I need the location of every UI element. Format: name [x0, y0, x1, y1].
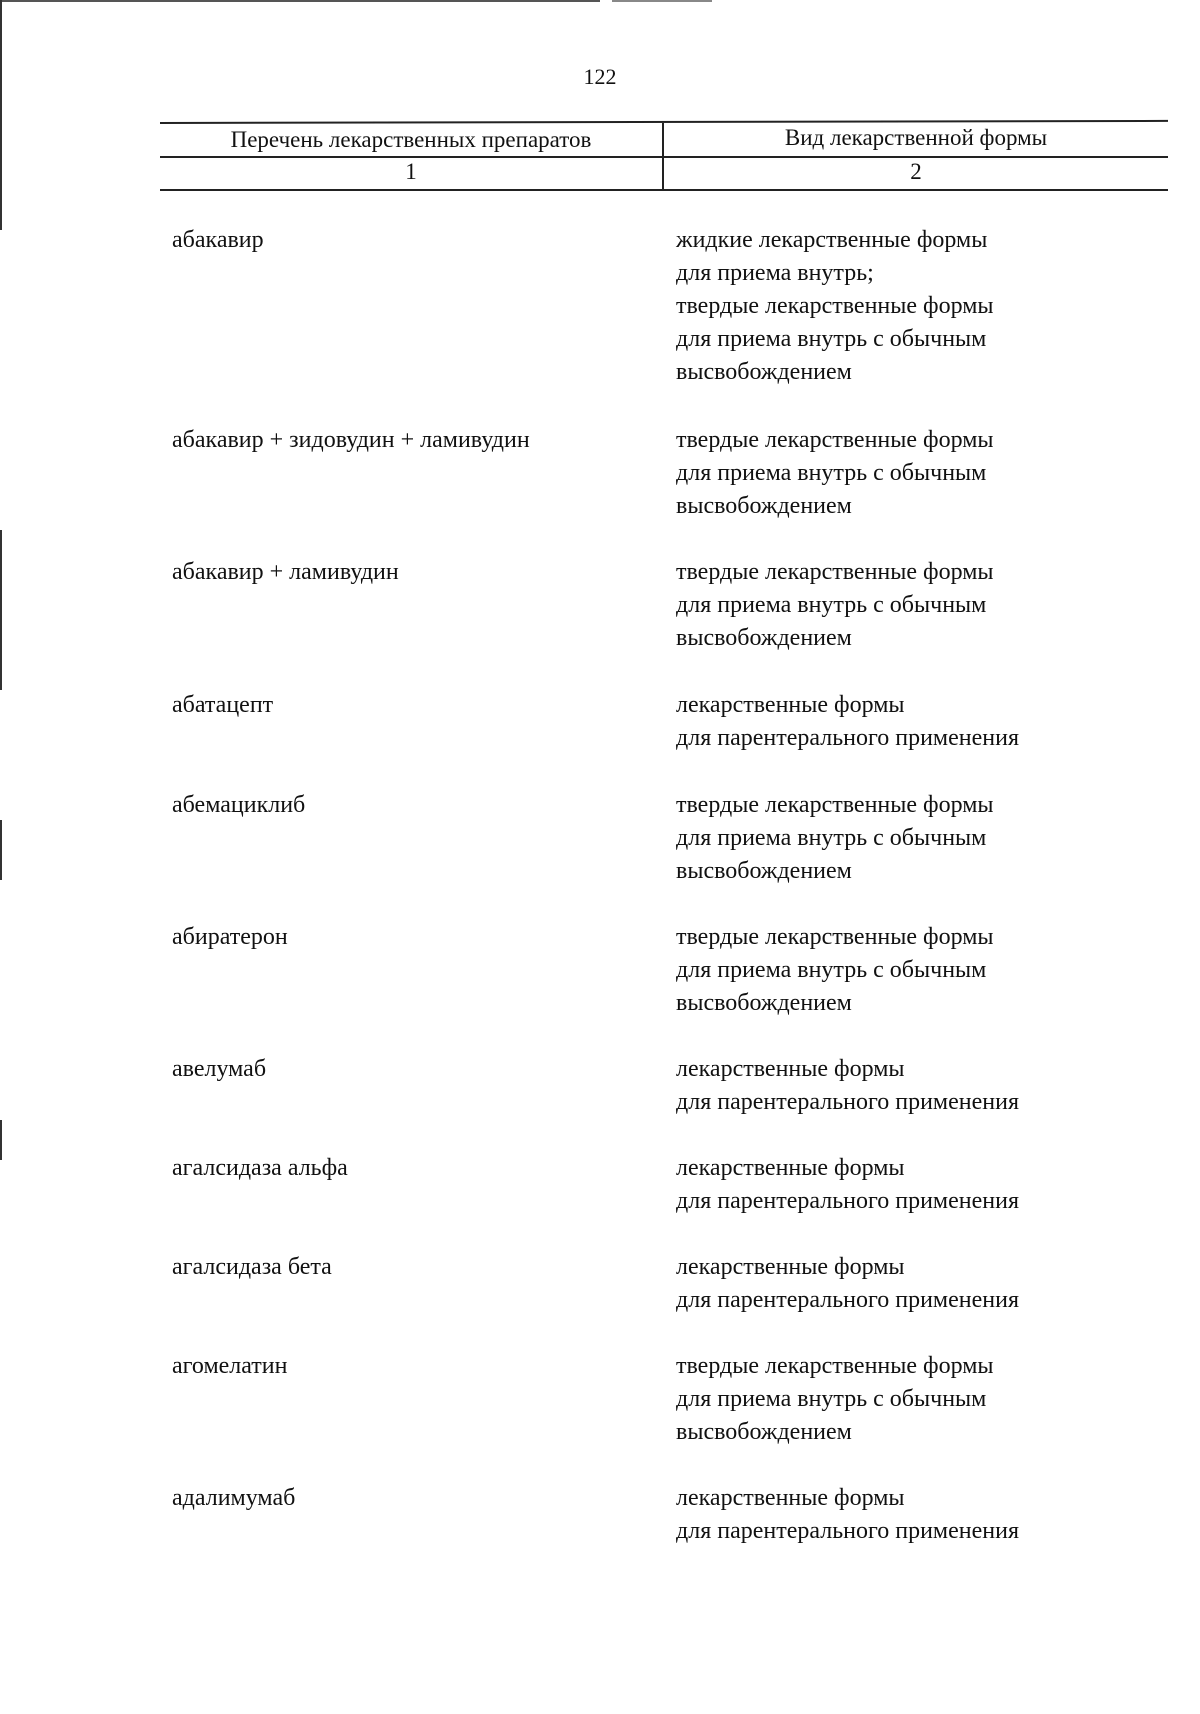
drug-name: абакавир + ламивудин — [172, 559, 399, 585]
dosage-form — [676, 1251, 1156, 1317]
dosage-form — [676, 1482, 1156, 1548]
dosage-form-line: высвобождением — [676, 359, 852, 385]
dosage-form-line: твердые лекарственные формы — [676, 559, 994, 585]
dosage-form — [676, 1350, 1156, 1449]
scan-edge-line — [0, 530, 2, 690]
dosage-form-line: для парентерального применения — [676, 1518, 1019, 1544]
dosage-form-line: для приема внутрь; — [676, 260, 874, 286]
dosage-form — [676, 689, 1156, 755]
dosage-form-line: лекарственные формы — [676, 1056, 905, 1082]
dosage-form-line: жидкие лекарственные формы — [676, 227, 988, 253]
column-header-dosage-form: Вид лекарственной формы — [784, 125, 1048, 150]
dosage-form-line: для парентерального применения — [676, 1287, 1019, 1313]
drug-name: агалсидаза бета — [172, 1254, 332, 1280]
dosage-form-line: для приема внутрь с обычным — [676, 326, 987, 352]
dosage-form-line: твердые лекарственные формы — [676, 293, 994, 319]
dosage-form — [676, 1152, 1156, 1218]
table-header — [160, 118, 1168, 190]
dosage-form — [676, 921, 1156, 1020]
dosage-form-line: твердые лекарственные формы — [676, 924, 994, 950]
dosage-form — [676, 1053, 1156, 1119]
dosage-form-line: для приема внутрь с обычным — [676, 460, 987, 486]
table-rule — [160, 120, 1168, 124]
drug-name: абатацепт — [172, 692, 274, 718]
column-number-1: 1 — [405, 159, 417, 184]
dosage-form-line: для приема внутрь с обычным — [676, 825, 987, 851]
dosage-form — [676, 424, 1156, 523]
dosage-form-line: твердые лекарственные формы — [676, 427, 994, 453]
dosage-form-line: для парентерального применения — [676, 725, 1019, 751]
drug-name: абемациклиб — [172, 792, 306, 818]
dosage-form-line: лекарственные формы — [676, 692, 905, 718]
dosage-form-line: для парентерального применения — [676, 1089, 1019, 1115]
drug-name: абакавир — [172, 227, 264, 253]
scan-edge-line — [0, 0, 600, 2]
table-rule — [160, 189, 1168, 191]
dosage-form-line: лекарственные формы — [676, 1485, 905, 1511]
dosage-form-line: твердые лекарственные формы — [676, 1353, 994, 1379]
dosage-form-line: высвобождением — [676, 858, 852, 884]
dosage-form-line: высвобождением — [676, 625, 852, 651]
dosage-form — [676, 556, 1156, 655]
column-number-2: 2 — [910, 159, 922, 184]
scan-edge-line — [0, 820, 2, 880]
dosage-form-line: высвобождением — [676, 990, 852, 1016]
dosage-form-line: для приема внутрь с обычным — [676, 1386, 987, 1412]
drug-name: абакавир + зидовудин + ламивудин — [172, 427, 530, 453]
dosage-form-line: для парентерального применения — [676, 1188, 1019, 1214]
column-header-drug-list: Перечень лекарственных препаратов — [230, 127, 592, 152]
drug-name: абиратерон — [172, 924, 288, 950]
dosage-form-line: для приема внутрь с обычным — [676, 957, 987, 983]
drug-name: адалимумаб — [172, 1485, 296, 1511]
page-number: 122 — [583, 64, 617, 89]
dosage-form-line: высвобождением — [676, 493, 852, 519]
dosage-form — [676, 789, 1156, 888]
dosage-form-line: лекарственные формы — [676, 1155, 905, 1181]
drug-name: агалсидаза альфа — [172, 1155, 348, 1181]
drug-name: агомелатин — [172, 1353, 288, 1379]
dosage-form-line: лекарственные формы — [676, 1254, 905, 1280]
dosage-form — [676, 224, 1156, 389]
dosage-form-line: для приема внутрь с обычным — [676, 592, 987, 618]
dosage-form-line: твердые лекарственные формы — [676, 792, 994, 818]
dosage-form-line: высвобождением — [676, 1419, 852, 1445]
scan-edge-line — [612, 0, 712, 2]
drug-name: авелумаб — [172, 1056, 267, 1082]
scan-edge-line — [0, 1120, 2, 1160]
scan-edge-line — [0, 0, 2, 230]
